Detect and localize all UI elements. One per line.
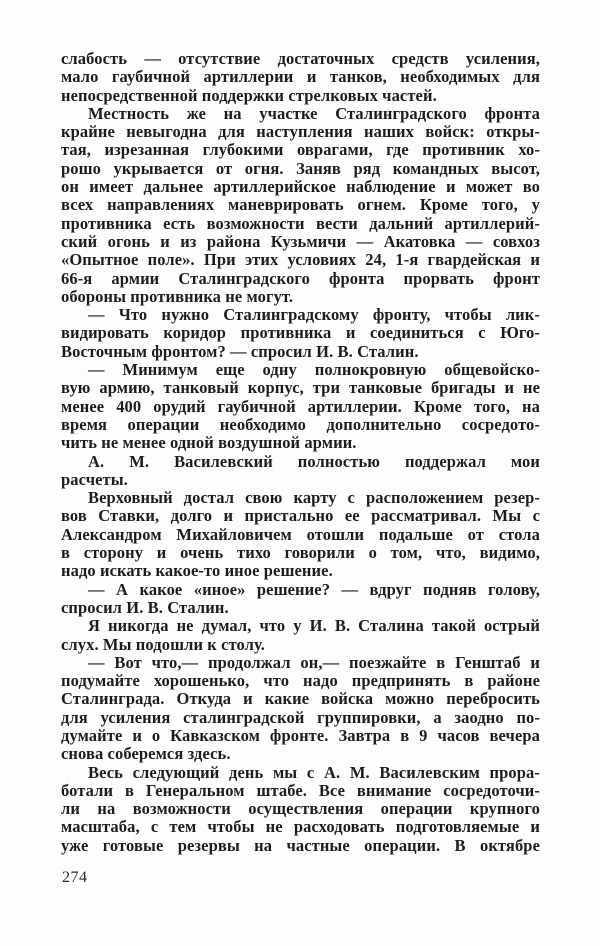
text-line: ский огонь и из района Кузьмичи — Акатовка — совхоз [61, 231, 540, 251]
text-line: обороны противника не могут. [61, 286, 294, 306]
paragraph [61, 50, 540, 105]
text-line: Местность же на участке Сталинградского фронта [88, 103, 540, 123]
paragraph [61, 306, 540, 361]
text-line: время операции необходимо дополнительно сосредото- [61, 414, 540, 434]
text-line: в сторону и очень тихо говорили о том, что, видимо, [61, 543, 540, 563]
text-line: ли на возможности осуществления операции крупного [61, 799, 540, 819]
text-line: чить не менее одной воздушной армии. [61, 433, 357, 453]
text-line: видировать коридор противника и соединиться с Юго- [61, 323, 540, 343]
text-line: для усиления сталинградской группировки, а заодно по- [61, 707, 540, 727]
text-line: слух. Мы подошли к столу. [61, 634, 265, 654]
text-line: уже готовые резервы на частные операции. В октябре [61, 835, 540, 855]
text-line: непосредственной поддержки стрелковых частей. [61, 85, 437, 105]
text-line: — Что нужно Сталинградскому фронту, чтобы лик- [88, 305, 540, 325]
text-line: Я никогда не думал, что у И. В. Сталина такой острый [88, 616, 540, 636]
page-number: 274 [62, 869, 88, 886]
text-line: Восточным фронтом? — спросил И. В. Сталин. [61, 341, 419, 361]
paragraph [61, 617, 540, 654]
paragraph [61, 489, 540, 580]
text-line: Александром Михайловичем отошли подальше от стола [61, 524, 540, 544]
text-line: надо искать какое-то иное решение. [61, 561, 333, 581]
text-line: Сталинграда. Откуда и какие войска можно перебросить [61, 689, 540, 709]
text-line: вую армию, танковый корпус, три танковые бригады и не [61, 378, 540, 398]
page-text [61, 50, 540, 855]
paragraph [61, 453, 540, 490]
paragraph [61, 105, 540, 306]
paragraph [61, 581, 540, 618]
text-line: рошо укрывается от огня. Заняв ряд командных высот, [61, 158, 540, 178]
text-line: противника есть возможности вести дальний артиллерий- [61, 213, 540, 233]
text-line: спросил И. В. Сталин. [61, 597, 229, 617]
text-line: 66-я армии Сталинградского фронта прорвать фронт [61, 268, 540, 288]
text-line: Верховный достал свою карту с расположением резер- [88, 488, 540, 508]
paragraph [61, 654, 540, 764]
text-line: мало гаубичной артиллерии и танков, необходимых для [61, 67, 540, 87]
text-line: вов Ставки, долго и пристально ее рассматривал. Мы с [61, 506, 540, 526]
text-line: тая, изрезанная глубокими оврагами, где противник хо- [61, 140, 540, 160]
text-line: он имеет дальнее артиллерийское наблюдение и может во [61, 177, 540, 197]
paragraph [61, 361, 540, 452]
text-line: снова соберемся здесь. [61, 744, 231, 764]
text-line: подумайте хорошенько, что надо предпринять в районе [61, 671, 540, 691]
text-line: — А какое «иное» решение? — вдруг подняв голову, [88, 579, 540, 599]
text-line: Весь следующий день мы с А. М. Василевским прора- [88, 762, 540, 782]
text-line: масштаба, с тем чтобы не расходовать подготовляемые и [61, 817, 540, 837]
text-line: расчеты. [61, 469, 128, 489]
text-line: — Вот что,— продолжал он,— поезжайте в Генштаб и [88, 652, 540, 672]
text-line: А. М. Василевский полностью поддержал мои [88, 451, 540, 471]
text-line: крайне невыгодна для наступления наших войск: откры- [61, 122, 540, 142]
text-line: слабость — отсутствие достаточных средств усиления, [61, 49, 540, 68]
text-line: — Минимум еще одну полнокровную общевойско- [88, 360, 540, 380]
text-line: «Опытное поле». При этих условиях 24, 1-я гвардейская и [61, 250, 540, 270]
text-line: всех направлениях маневрировать огнем. Кроме того, у [61, 195, 540, 215]
text-line: ботали в Генеральном штабе. Все внимание сосредоточи- [61, 780, 540, 800]
text-line: думайте и о Кавказском фронте. Завтра в 9 часов вечера [61, 725, 540, 745]
text-line: менее 400 орудий гаубичной артиллерии. Кроме того, на [61, 396, 540, 416]
paragraph [61, 764, 540, 855]
